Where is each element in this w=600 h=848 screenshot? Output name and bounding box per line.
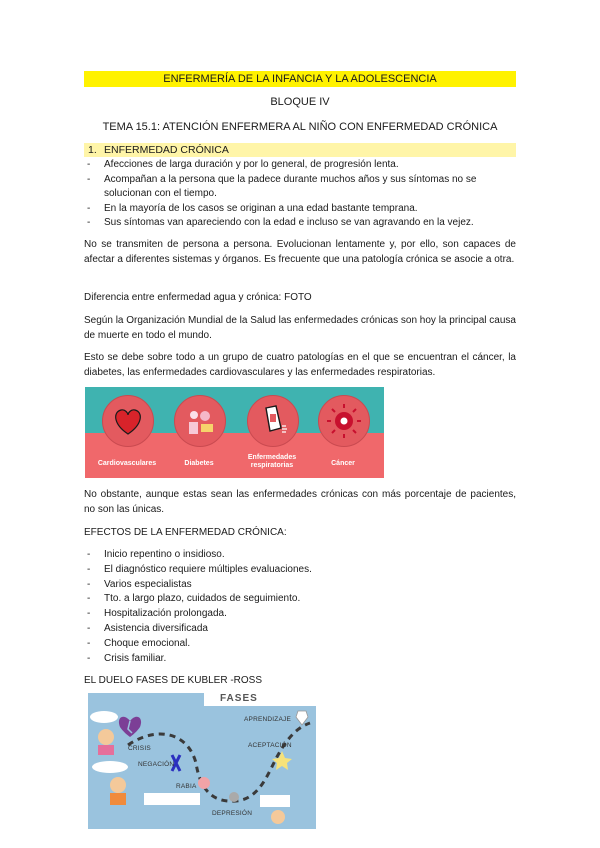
- depresion-marker: [229, 792, 239, 802]
- list-item: - Choque emocional.: [84, 637, 516, 652]
- section-number: 1.: [88, 144, 97, 156]
- list-item: - En la mayoría de los casos se originan a una edad bastante temprana.: [84, 202, 516, 217]
- list-item: - Hospitalización prolongada.: [84, 607, 516, 622]
- label-cardiovasculares: Cardiovasculares: [97, 460, 157, 467]
- list-item: - Afecciones de larga duración y por lo general, de progresión lenta.: [84, 158, 516, 173]
- list-item: - Tto. a largo plazo, cuidados de seguimiento.: [84, 592, 516, 607]
- block-heading: BLOQUE IV: [270, 96, 330, 108]
- star-icon: [272, 751, 292, 770]
- section-title: ENFERMEDAD CRÓNICA: [104, 144, 229, 156]
- rabia-marker: [198, 777, 210, 789]
- list-item: - Sus síntomas van apareciendo con la edad e incluso se van agravando en la vejez.: [84, 216, 516, 231]
- broken-heart-icon: [119, 717, 141, 737]
- list-item: - Varios especialistas: [84, 578, 516, 593]
- kubler-ross-diagram: [88, 693, 316, 829]
- effects-heading: EFECTOS DE LA ENFERMEDAD CRÓNICA:: [84, 527, 287, 538]
- paragraph-not-only: No obstante, aunque estas sean las enfermedades crónicas con más porcentaje de pacientes, no son las únicas.: [84, 489, 516, 515]
- section-heading: [84, 143, 516, 157]
- speech-bubble-3: [144, 793, 200, 805]
- paragraph-difference: Diferencia entre enfermedad agua y crónica: FOTO: [84, 292, 312, 303]
- child-figure-2: [110, 777, 126, 793]
- diabetes-icon: [174, 395, 226, 447]
- speech-bubble-2: [92, 761, 128, 773]
- chronic-diseases-infographic: [85, 387, 384, 478]
- speech-bubble-1: [90, 711, 118, 723]
- fases-title: FASES: [220, 693, 258, 704]
- list-item: - Inicio repentino o insidioso.: [84, 548, 516, 563]
- stage-depresion: DEPRESIÓN: [212, 810, 253, 817]
- label-cancer: Cáncer: [331, 460, 355, 467]
- list-item: - Crisis familiar.: [84, 652, 516, 667]
- paragraph-oms: Según la Organización Mundial de la Salud las enfermedades crónicas son hoy la principal causa de muerte en todo el mundo.: [84, 315, 516, 341]
- child-figure-1: [98, 729, 114, 745]
- paragraph-transmission: No se transmiten de persona a persona. Evolucionan lentamente y, por ello, son capaces de afectar a diferentes sistemas y órganos. Es frecuente que una patología crónica se asocie a otra.: [84, 239, 516, 265]
- chronic-disease-list: [84, 158, 516, 231]
- stage-crisis: CRISIS: [128, 745, 151, 752]
- label-diabetes: Diabetes: [184, 460, 214, 467]
- heart-icon: [102, 395, 154, 447]
- stage-aprendizaje: APRENDIZAJE: [244, 716, 291, 723]
- list-item: - Acompañan a la persona que la padece durante muchos años y sus síntomas no se solucionan con el tiempo.: [84, 173, 516, 202]
- kubler-heading: EL DUELO FASES DE KUBLER -ROSS: [84, 675, 263, 686]
- topic-heading: TEMA 15.1: ATENCIÓN ENFERMERA AL NIÑO CON ENFERMEDAD CRÓNICA: [102, 121, 498, 133]
- stage-aceptacion: ACEPTACIÓN: [248, 742, 292, 749]
- label-respiratorias: Enfermedades respiratorias: [247, 454, 297, 469]
- cancer-cell-icon: [318, 395, 370, 447]
- stage-negacion: NEGACIÓN: [138, 761, 175, 768]
- effects-list: [84, 548, 516, 666]
- child-figure-3: [271, 810, 285, 824]
- list-item: - Asistencia diversificada: [84, 622, 516, 637]
- paragraph-four-pathologies: Esto se debe sobre todo a un grupo de cuatro patologías en el que se encuentran el cáncer, la diabetes, las enfermedades cardiovasculares y las enfermedades respiratorias.: [84, 352, 516, 378]
- speech-bubble-4: [260, 795, 290, 807]
- inhaler-icon: [247, 395, 299, 447]
- list-item: - El diagnóstico requiere múltiples evaluaciones.: [84, 563, 516, 578]
- stage-curve: [88, 693, 316, 829]
- document-title: ENFERMERÍA DE LA INFANCIA Y LA ADOLESCENCIA: [84, 71, 516, 87]
- stage-rabia: RABIA: [176, 783, 197, 790]
